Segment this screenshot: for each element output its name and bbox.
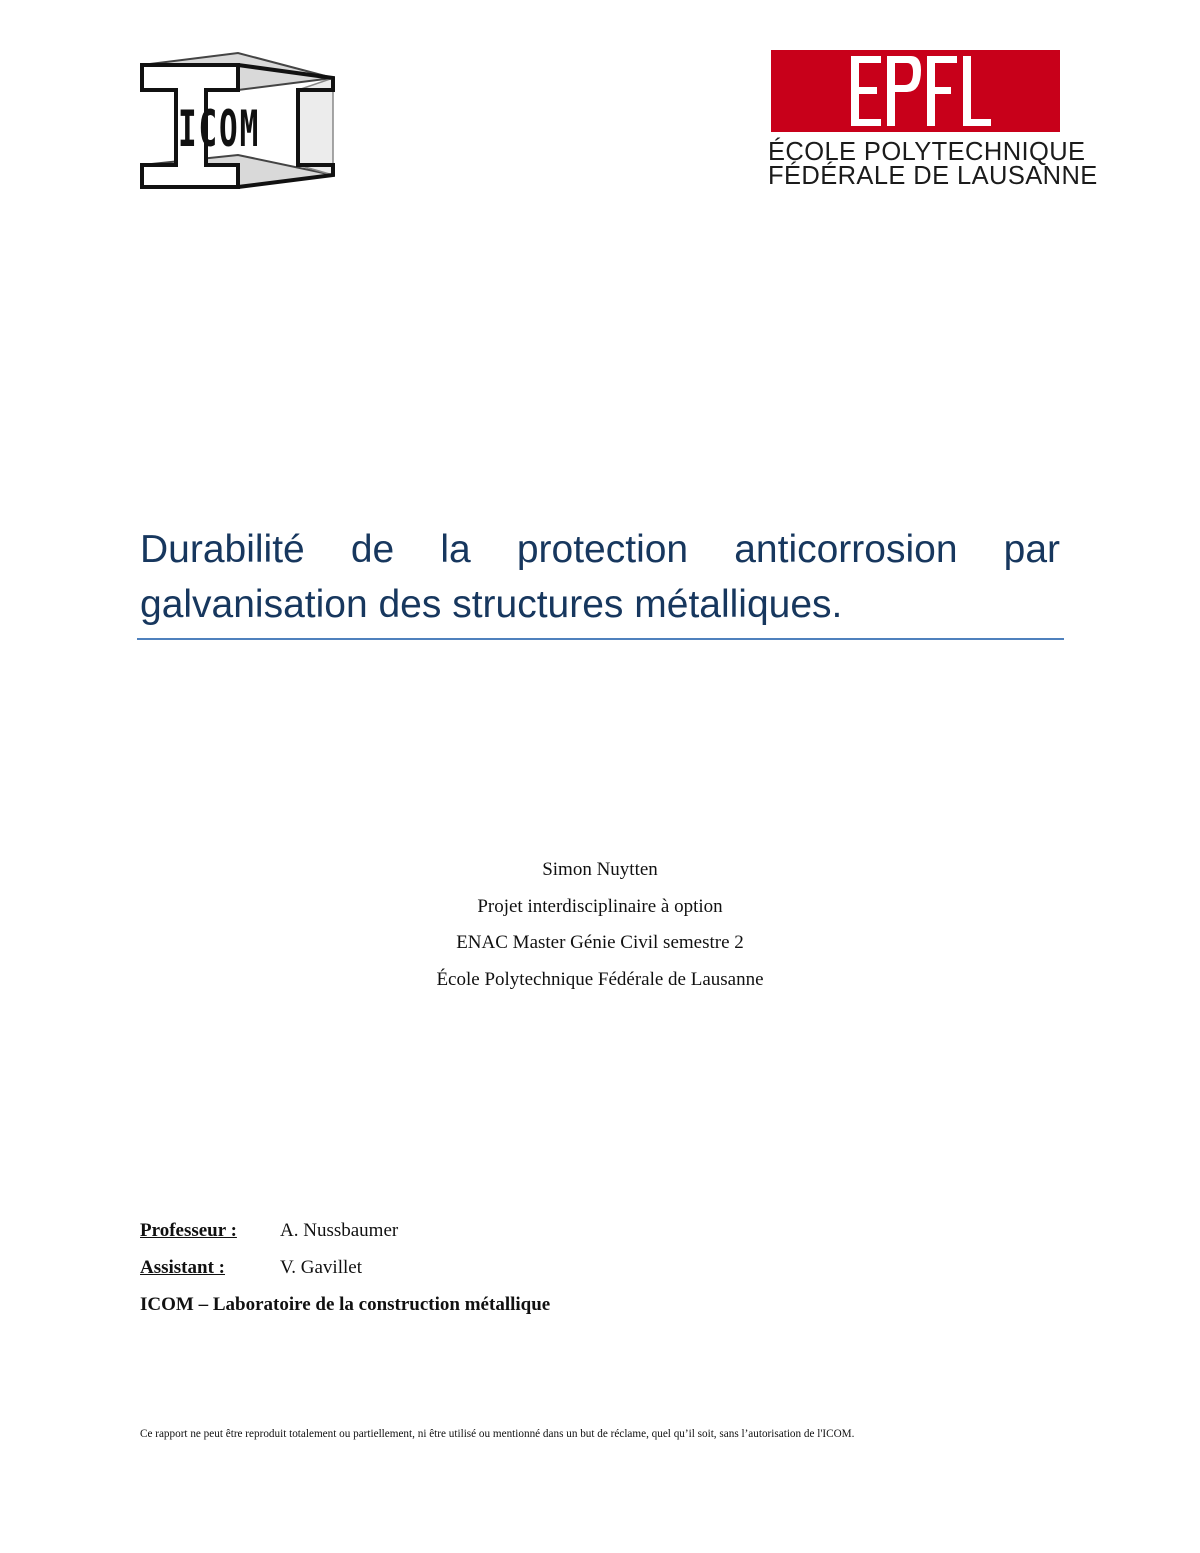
icom-logo-text: ICOM (178, 100, 261, 158)
epfl-name-line-2: FÉDÉRALE DE LAUSANNE (768, 162, 1098, 190)
epfl-red-band (771, 50, 1060, 132)
footer-notice: Ce rapport ne peut être reproduit totalement ou partiellement, ni être utilisé ou mentionné dans un but de réclame, quel qu’il soit, sans l’autorisation de l'ICOM. (140, 1428, 855, 1440)
document-title: Durabilité de la protection anticorrosion par galvanisation des structures métalliques. (140, 528, 1060, 626)
project-type: Projet interdisciplinaire à option (477, 895, 723, 917)
author-block (0, 852, 1200, 998)
author-name: Simon Nuytten (542, 859, 658, 880)
epfl-logo (768, 50, 1098, 190)
assistant-row (140, 1257, 362, 1279)
school-name: École Polytechnique Fédérale de Lausanne (436, 968, 764, 990)
study-program: ENAC Master Génie Civil semestre 2 (456, 932, 744, 953)
icom-logo (138, 50, 338, 192)
epfl-mark-icon (771, 50, 1060, 132)
professor-row (140, 1220, 398, 1242)
professor-name: A. Nussbaumer (280, 1220, 399, 1241)
title-rule (137, 638, 1064, 640)
professor-label: Professeur : (140, 1220, 237, 1241)
assistant-name: V. Gavillet (280, 1257, 362, 1278)
assistant-label: Assistant : (140, 1257, 225, 1278)
laboratory-name: ICOM – Laboratoire de la construction métallique (140, 1294, 551, 1315)
epfl-name-line-1: ÉCOLE POLYTECHNIQUE (768, 138, 1086, 166)
